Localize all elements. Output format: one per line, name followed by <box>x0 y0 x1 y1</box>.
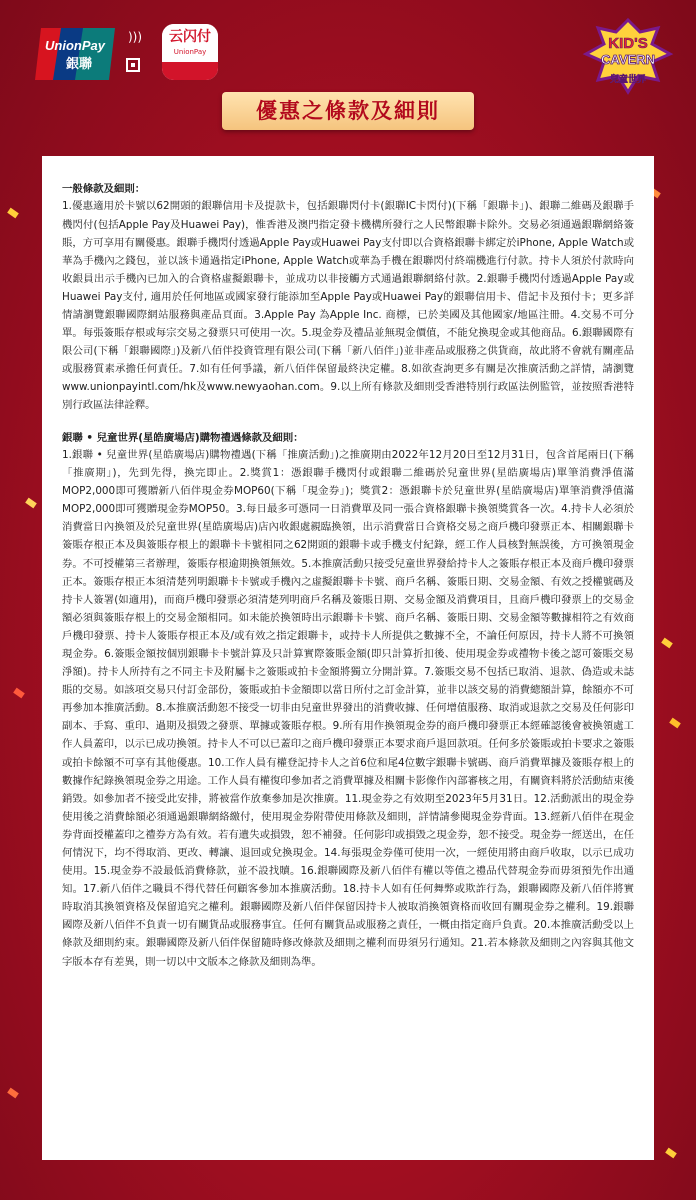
general-terms-heading: 一般條款及細則： <box>62 183 146 195</box>
terms-card <box>42 156 654 1160</box>
confetti <box>7 1088 19 1099</box>
unionpay-logo-text: UnionPay <box>45 38 105 53</box>
unionpay-logo-cn: 銀聯 <box>65 57 93 72</box>
header <box>0 0 696 150</box>
cloudpay-logo-cn: 云闪付 <box>169 29 211 45</box>
shopping-terms-body: 1.銀聯 • 兒童世界(星皓廣場店)購物禮遇(下稱「推廣活動」)之推廣期由2022年12月20日至12月31日，包含首尾兩日(下稱「推廣期」)，先到先得，換完即止。2.獎賞1：憑銀聯手機閃付或銀聯二維碼於兒童世界(星皓廣場店)單筆消費淨值滿MOP2,000即可獲贈新八佰伴現金券MOP60(下稱「現金券」)；獎賞2：憑銀聯卡於兒童世界(星皓廣場店)單筆消費淨值滿MOP2,000即可獲贈現金券MOP50。3.每日最多可憑同一日消費單及同一張合資格銀聯卡換領獎賞各一次。4.持卡人必須於消費當日內換領及於兒童世界(星皓廣場店)店內收銀處親臨換領，出示消費當日合資格交易之商戶機印發票正本、相關銀聯卡簽賬存根正本及與簽賬存根上的銀聯卡卡號相同之62開頭的銀聯卡或手機支付紀錄，經工作人員核對無誤後，方可換領現金券。不可授權第三者辦理，簽賬存根逾期換領無效。5.本推廣活動只接受兒童世界發給持卡人之簽賬存根正本及商戶機印發票正本。簽賬存根正本須清楚列明銀聯卡卡號或手機內之虛擬銀聯卡卡號、商戶名稱、簽賬日期、交易金額、有效之授權號碼及持卡人簽署(如適用)，而商戶機印發票必須清楚列明商戶名稱及簽賬日期、交易金額及消費項目，且商戶機印發票上的交易金額必須與簽賬存根上的交易金額相同。如未能於換領時出示銀聯卡卡號、商戶名稱、簽賬日期、交易金額等數據相符之有效商戶機印發票、持卡人簽賬存根正本及/或有效之指定銀聯卡，或持卡人所提供之數據不全，不論任何原因，持卡人將不可換領現金券。6.簽賬金額按個別銀聯卡卡號計算及只計算實際簽賬金額(即只計算折扣後、使用現金券或禮物卡後之認可簽賬交易淨額)。持卡人所持有之不同主卡及附屬卡之簽賬或拍卡金額將獨立分開計算。7.簽賬交易不包括已取消、退款、偽造或未誌賬的交易。如該項交易只付訂金部份，簽賬或拍卡金額即以當日所付之訂金計算，並非以該交易的消費總額計算，餘額亦不可再參加本推廣活動。8.本推廣活動恕不接受一切非由兒童世界發出的消費收據、任何增值服務、取消或退款之交易及任何影印副本、手寫、重印、過期及損毀之發票、單據或簽賬存根。9.所有用作換領現金券的商戶機印發票正本經確認後會被換領處工作人員蓋印，以示已成功換領。持卡人不可以已蓋印之商戶機印發票正本要求商戶退回款項。任何多於簽賬或拍卡要求之簽賬或拍卡餘額不可享有其他優惠。10.工作人員有權登記持卡人之首6位和尾4位數字銀聯卡號碼、商戶消費單據及簽賬存根上的數據作紀錄換領現金券之用途。工作人員有權復印參加者之消費單據及相關卡影像作內部審核之用，有關資料將於活動結束後銷毀。如參加者不接受此安排，將被當作放棄參加是次推廣。11.現金券之有效期至2023年5月31日。12.活動派出的現金券使用後之消費餘額必須通過銀聯網絡繳付，使用現金券附帶使用條款及細則，詳情請參閱現金券背面。13.經新八佰伴在現金券背面授權蓋印之禮券方為有效。若有遺失或損毀，恕不補發。任何影印或損毀之現金券，恕不接受。現金券一經送出，在任何情況下，均不得取消、更改、轉讓、退回或兌換現金。14.每張現金券僅可使用一次，一經使用將由商戶收取，以示已成功使用。15.現金券不設最低消費條款，並不設找贖。16.銀聯國際及新八佰伴有權以等值之禮品代替現金券而毋須預先作出通知。17.新八佰伴之職員不得代替任何顧客參加本推廣活動。18.持卡人如有任何舞弊或欺詐行為，銀聯國際及新八佰伴將實時取消其換領資格及保留追究之權利。銀聯國際及新八佰伴保留因持卡人被取消換領資格而收回有關現金券之權利。19.銀聯國際及新八佰伴不負責一切有關貨品或服務事宜。任何有關貨品或服務之責任，一概由指定商戶負責。20.本推廣活動受以上條款及細則約束。銀聯國際及新八佰伴保留隨時修改條款及細則之權利而毋須另行通知。21.若本條款及細則之內容與其他文字版本存有差異，則一切以中文版本之條款及細則為準。 <box>62 448 635 968</box>
confetti <box>25 498 37 509</box>
cloudpay-logo-en: UnionPay <box>173 48 207 56</box>
kids-logo-line1: KID'S <box>608 35 648 52</box>
confetti <box>13 688 25 699</box>
shopping-terms-heading: 銀聯 • 兒童世界(星皓廣場店)購物禮遇條款及細則： <box>62 431 304 444</box>
cloudpay-logo <box>162 24 218 80</box>
title-banner <box>222 92 474 130</box>
page-title: 優惠之條款及細則 <box>256 99 440 123</box>
confetti <box>665 1148 677 1159</box>
kids-logo-cn: 兒童世界 <box>609 75 647 85</box>
confetti <box>661 638 673 649</box>
confetti <box>669 718 681 729</box>
unionpay-logo <box>35 28 115 80</box>
contactless-icon: ))) <box>128 30 143 44</box>
general-terms-body: 1.優惠適用於卡號以62開頭的銀聯信用卡及提款卡，包括銀聯閃付卡(銀聯IC卡閃付)(下稱「銀聯卡」)、銀聯二維碼及銀聯手機閃付(包括Apple Pay及Huawei Pay)，惟香港及澳門指定發卡機構所發行之人民幣銀聯卡除外。交易必須通過銀聯網絡簽賬，方可享用有關優惠。銀聯手機閃付透過Apple Pay或Huawei Pay支付即以合資格銀聯卡綁定於iPhone, Apple Watch或華為手機內之錢包，並以該卡通過指定iPhone, Apple Watch或華為手機在銀聯閃付終端機進行付款。持卡人須於付款時向收銀員出示手機內已加入的合資格虛擬銀聯卡，並成功以非接觸方式通過銀聯網絡付款。2.銀聯手機閃付透過Apple Pay或Huawei Pay支付, 適用於任何地區或國家發行能添加至Apple Pay或Huawei Pay的銀聯信用卡、借記卡及預付卡；更多詳情請瀏覽銀聯國際網站服務與產品頁面。3.Apple Pay 為Apple Inc. 商標，已於美國及其他國家/地區注冊。4.交易不可分單。每張簽賬存根或每宗交易之發票只可使用一次。5.現金券及禮品並無現金價值，不能兌換現金或其他商品。6.銀聯國際有限公司(下稱「銀聯國際」)及新八佰伴投資管理有限公司(下稱「新八佰伴」)並非產品或服務之供貨商，故此將不會就有關產品或服務質素承擔任何責任。7.如有任何爭議，新八佰伴保留最終決定權。8.如欲查詢更多有關是次推廣活動之詳情，請瀏覽www.unionpayintl.com/hk及www.newyaohan.com。9.以上所有條款及細則受香港特別行政區法例監管，並按照香港特別行政區法律詮釋。 <box>62 200 634 412</box>
kids-cavern-logo <box>580 18 676 98</box>
qr-code-icon <box>126 58 140 72</box>
confetti <box>7 208 19 219</box>
kids-logo-line2: CAVERN <box>601 52 655 67</box>
